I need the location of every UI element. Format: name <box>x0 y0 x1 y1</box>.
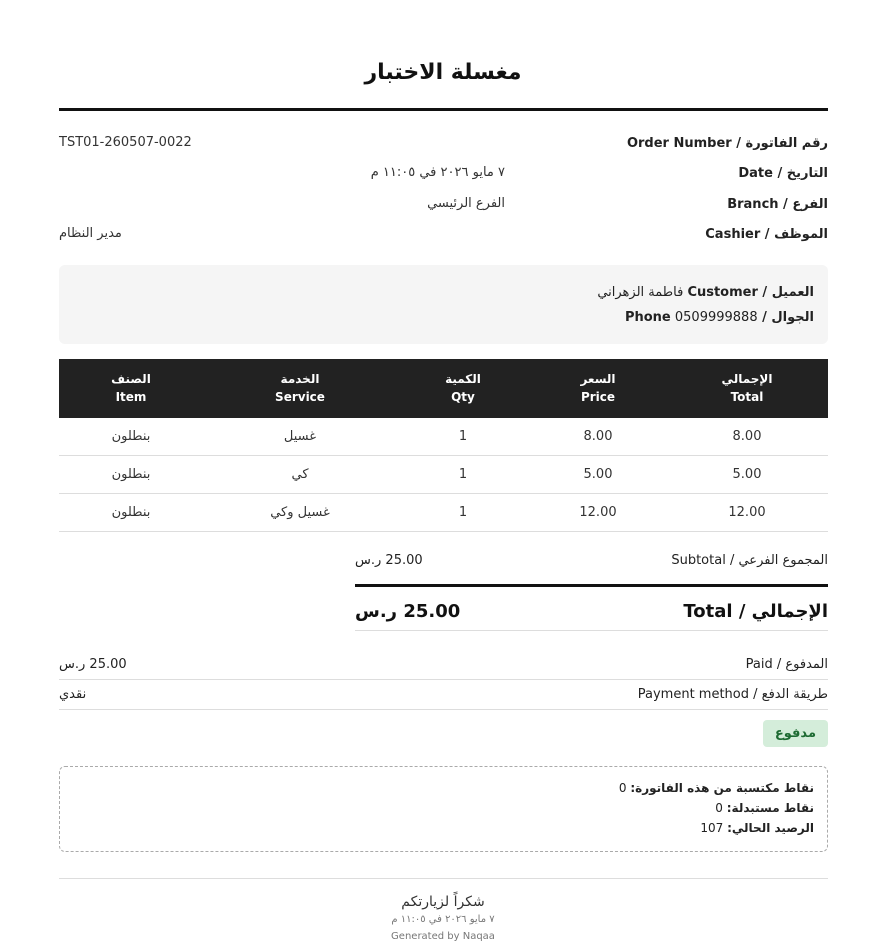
col-header-item-ar: الصنف <box>111 372 151 386</box>
customer-name-value: فاطمة الزهراني <box>597 285 684 300</box>
points-earned-line <box>619 781 814 795</box>
col-header-total-en: Total <box>730 390 764 404</box>
col-header-service-ar: الخدمة <box>280 372 320 386</box>
paid-divider <box>59 679 828 680</box>
thank-you-text: شكراً لزيارتكم <box>401 894 485 910</box>
paid-value: 25.00 ر.س <box>59 657 127 672</box>
col-header-price-ar: السعر <box>580 372 616 386</box>
cell-item: بنطلون <box>111 429 151 444</box>
branch-label: الفرع / Branch <box>727 197 828 212</box>
date-label: التاريخ / Date <box>738 166 828 181</box>
cell-service: غسيل وكي <box>270 505 330 520</box>
cell-service: كي <box>291 467 309 482</box>
col-header-qty-ar: الكمية <box>445 372 481 386</box>
customer-name-line <box>597 285 814 300</box>
cell-price: 5.00 <box>583 467 613 482</box>
table-row <box>59 494 828 532</box>
col-header-price <box>538 372 658 404</box>
cell-item: بنطلون <box>111 505 151 520</box>
points-redeemed-line <box>715 801 814 815</box>
paid-label: المدفوع / Paid <box>745 657 828 672</box>
cell-item: بنطلون <box>111 467 151 482</box>
footer-divider <box>59 878 828 879</box>
cell-qty: 1 <box>458 429 468 444</box>
col-header-service <box>240 372 360 404</box>
points-earned-label: نقاط مكتسبة من هذه الفاتورة: <box>630 781 814 795</box>
cell-total: 12.00 <box>728 505 766 520</box>
generated-by: Generated by Naqaa <box>391 931 495 942</box>
col-header-qty-en: Qty <box>451 390 475 404</box>
points-balance-label: الرصيد الحالي: <box>727 821 814 835</box>
total-value: 25.00 ر.س <box>355 601 461 622</box>
points-balance-value: 107 <box>700 821 724 835</box>
total-label: الإجمالي / Total <box>683 601 828 622</box>
cell-price: 8.00 <box>583 429 613 444</box>
loyalty-points-box <box>59 766 828 852</box>
customer-phone-label: الجوال / Phone <box>624 310 814 325</box>
payment-method-label: طريقة الدفع / Payment method <box>637 687 828 702</box>
status-badge: مدفوع <box>763 720 828 747</box>
store-name: مغسلة الاختبار <box>364 60 522 85</box>
customer-phone-line <box>625 310 814 325</box>
method-divider <box>59 709 828 710</box>
customer-phone-value: 0509999888 <box>674 310 758 325</box>
col-header-item <box>71 372 191 404</box>
customer-name-label: العميل / Customer <box>687 285 814 300</box>
subtotal-label: المجموع الفرعي / Subtotal <box>671 553 828 568</box>
footer-date: ٧ مايو ٢٠٢٦ في ١١:٠٥ م <box>391 914 495 925</box>
cell-total: 8.00 <box>732 429 762 444</box>
col-header-total-ar: الإجمالي <box>721 372 773 386</box>
total-divider <box>355 584 828 587</box>
cell-price: 12.00 <box>579 505 617 520</box>
cashier-value: مدير النظام <box>59 226 122 241</box>
branch-value: الفرع الرئيسي <box>427 196 505 211</box>
col-header-total <box>687 372 807 404</box>
header-divider <box>59 108 828 111</box>
points-earned-value: 0 <box>618 781 627 795</box>
points-redeemed-value: 0 <box>715 801 723 815</box>
cell-service: غسيل <box>283 429 317 444</box>
col-header-qty <box>403 372 523 404</box>
cell-qty: 1 <box>458 505 468 520</box>
points-balance-line <box>700 821 814 835</box>
table-row <box>59 456 828 494</box>
order-number-label: رقم الفاتورة / Order Number <box>626 136 828 151</box>
payment-method-value: نقدي <box>59 687 87 702</box>
col-header-item-en: Item <box>115 390 147 404</box>
cashier-label: الموظف / Cashier <box>705 227 828 242</box>
order-number-value: TST01-260507-0022 <box>59 135 192 150</box>
date-value: ٧ مايو ٢٠٢٦ في ١١:٠٥ م <box>370 165 505 180</box>
table-row <box>59 418 828 456</box>
cell-total: 5.00 <box>732 467 762 482</box>
col-header-service-en: Service <box>275 390 325 404</box>
col-header-price-en: Price <box>580 390 616 404</box>
items-table-header <box>59 359 828 418</box>
points-redeemed-label: نقاط مستبدلة: <box>726 801 814 815</box>
subtotal-value: 25.00 ر.س <box>355 553 423 568</box>
customer-box <box>59 265 828 344</box>
total-underline <box>355 630 828 631</box>
cell-qty: 1 <box>458 467 468 482</box>
